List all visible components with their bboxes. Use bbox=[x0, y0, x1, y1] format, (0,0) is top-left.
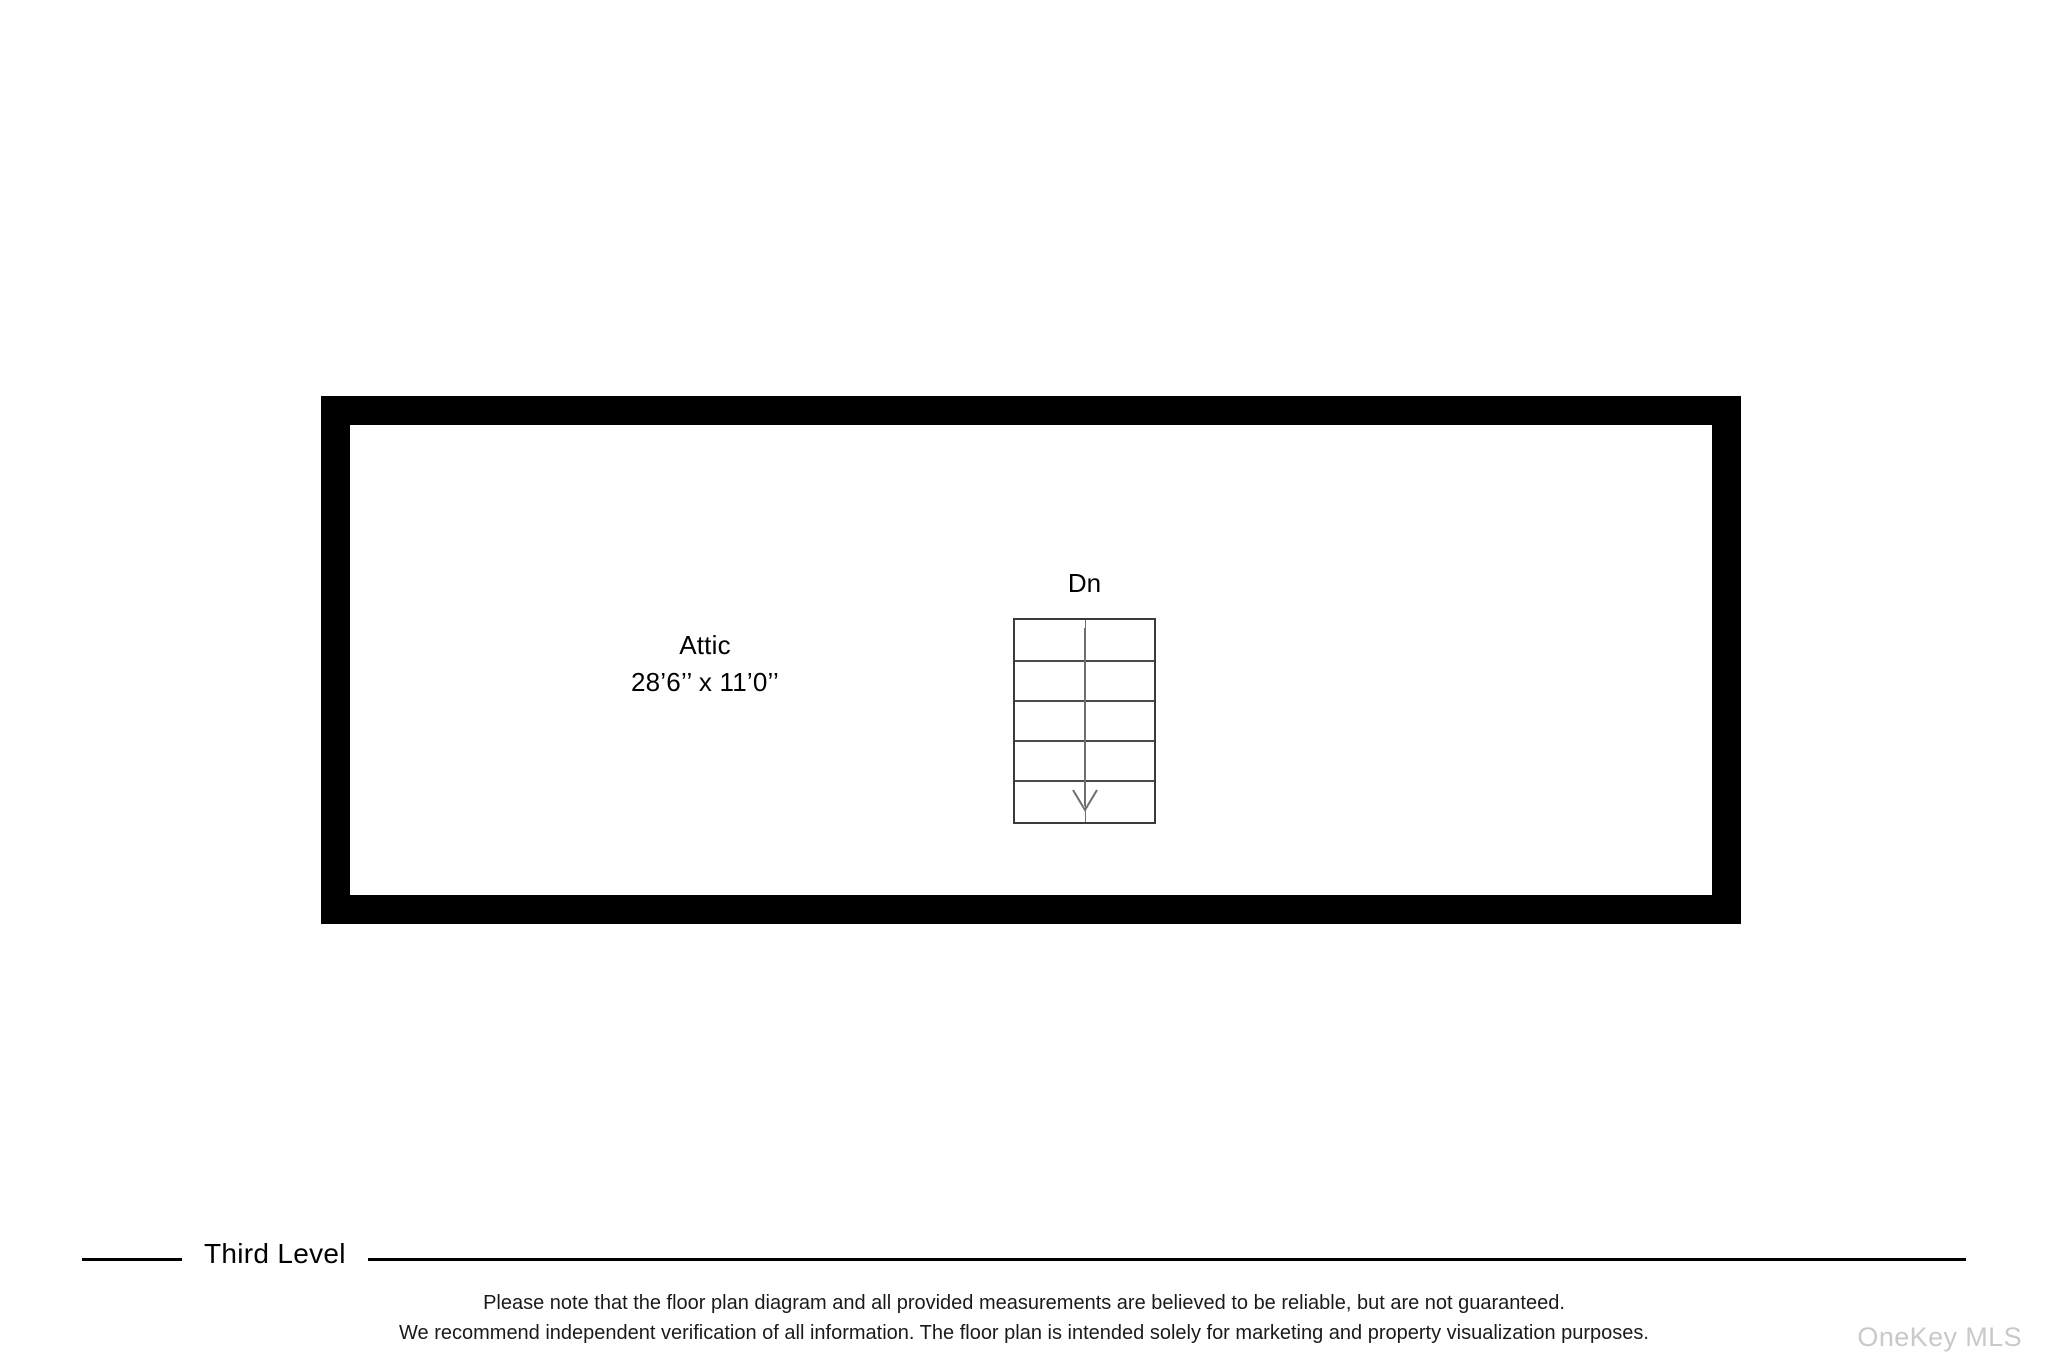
disclaimer-line-2: We recommend independent verification of all information. The floor plan is intended solely for marketing and property visualization purposes. bbox=[399, 1322, 1649, 1344]
level-title: Third Level bbox=[204, 1238, 346, 1269]
stair-direction-label: Dn bbox=[1067, 568, 1102, 598]
room-name: Attic bbox=[679, 630, 731, 660]
stair-outline bbox=[1013, 618, 1156, 824]
level-title-row bbox=[0, 1238, 2048, 1278]
room-label-attic bbox=[565, 627, 845, 701]
watermark-onekey-mls: OneKey MLS bbox=[1857, 1322, 2022, 1352]
room-dimensions: 28’6’’ x 11’0’’ bbox=[630, 666, 780, 697]
divider-right bbox=[368, 1258, 1966, 1261]
staircase bbox=[1013, 618, 1156, 824]
down-arrow-icon bbox=[1084, 620, 1086, 822]
disclaimer-line-1: Please note that the floor plan diagram and all provided measurements are believed to be reliable, but are not guaranteed. bbox=[483, 1292, 1565, 1314]
divider-left bbox=[82, 1258, 182, 1261]
disclaimer-text bbox=[0, 1288, 2048, 1348]
